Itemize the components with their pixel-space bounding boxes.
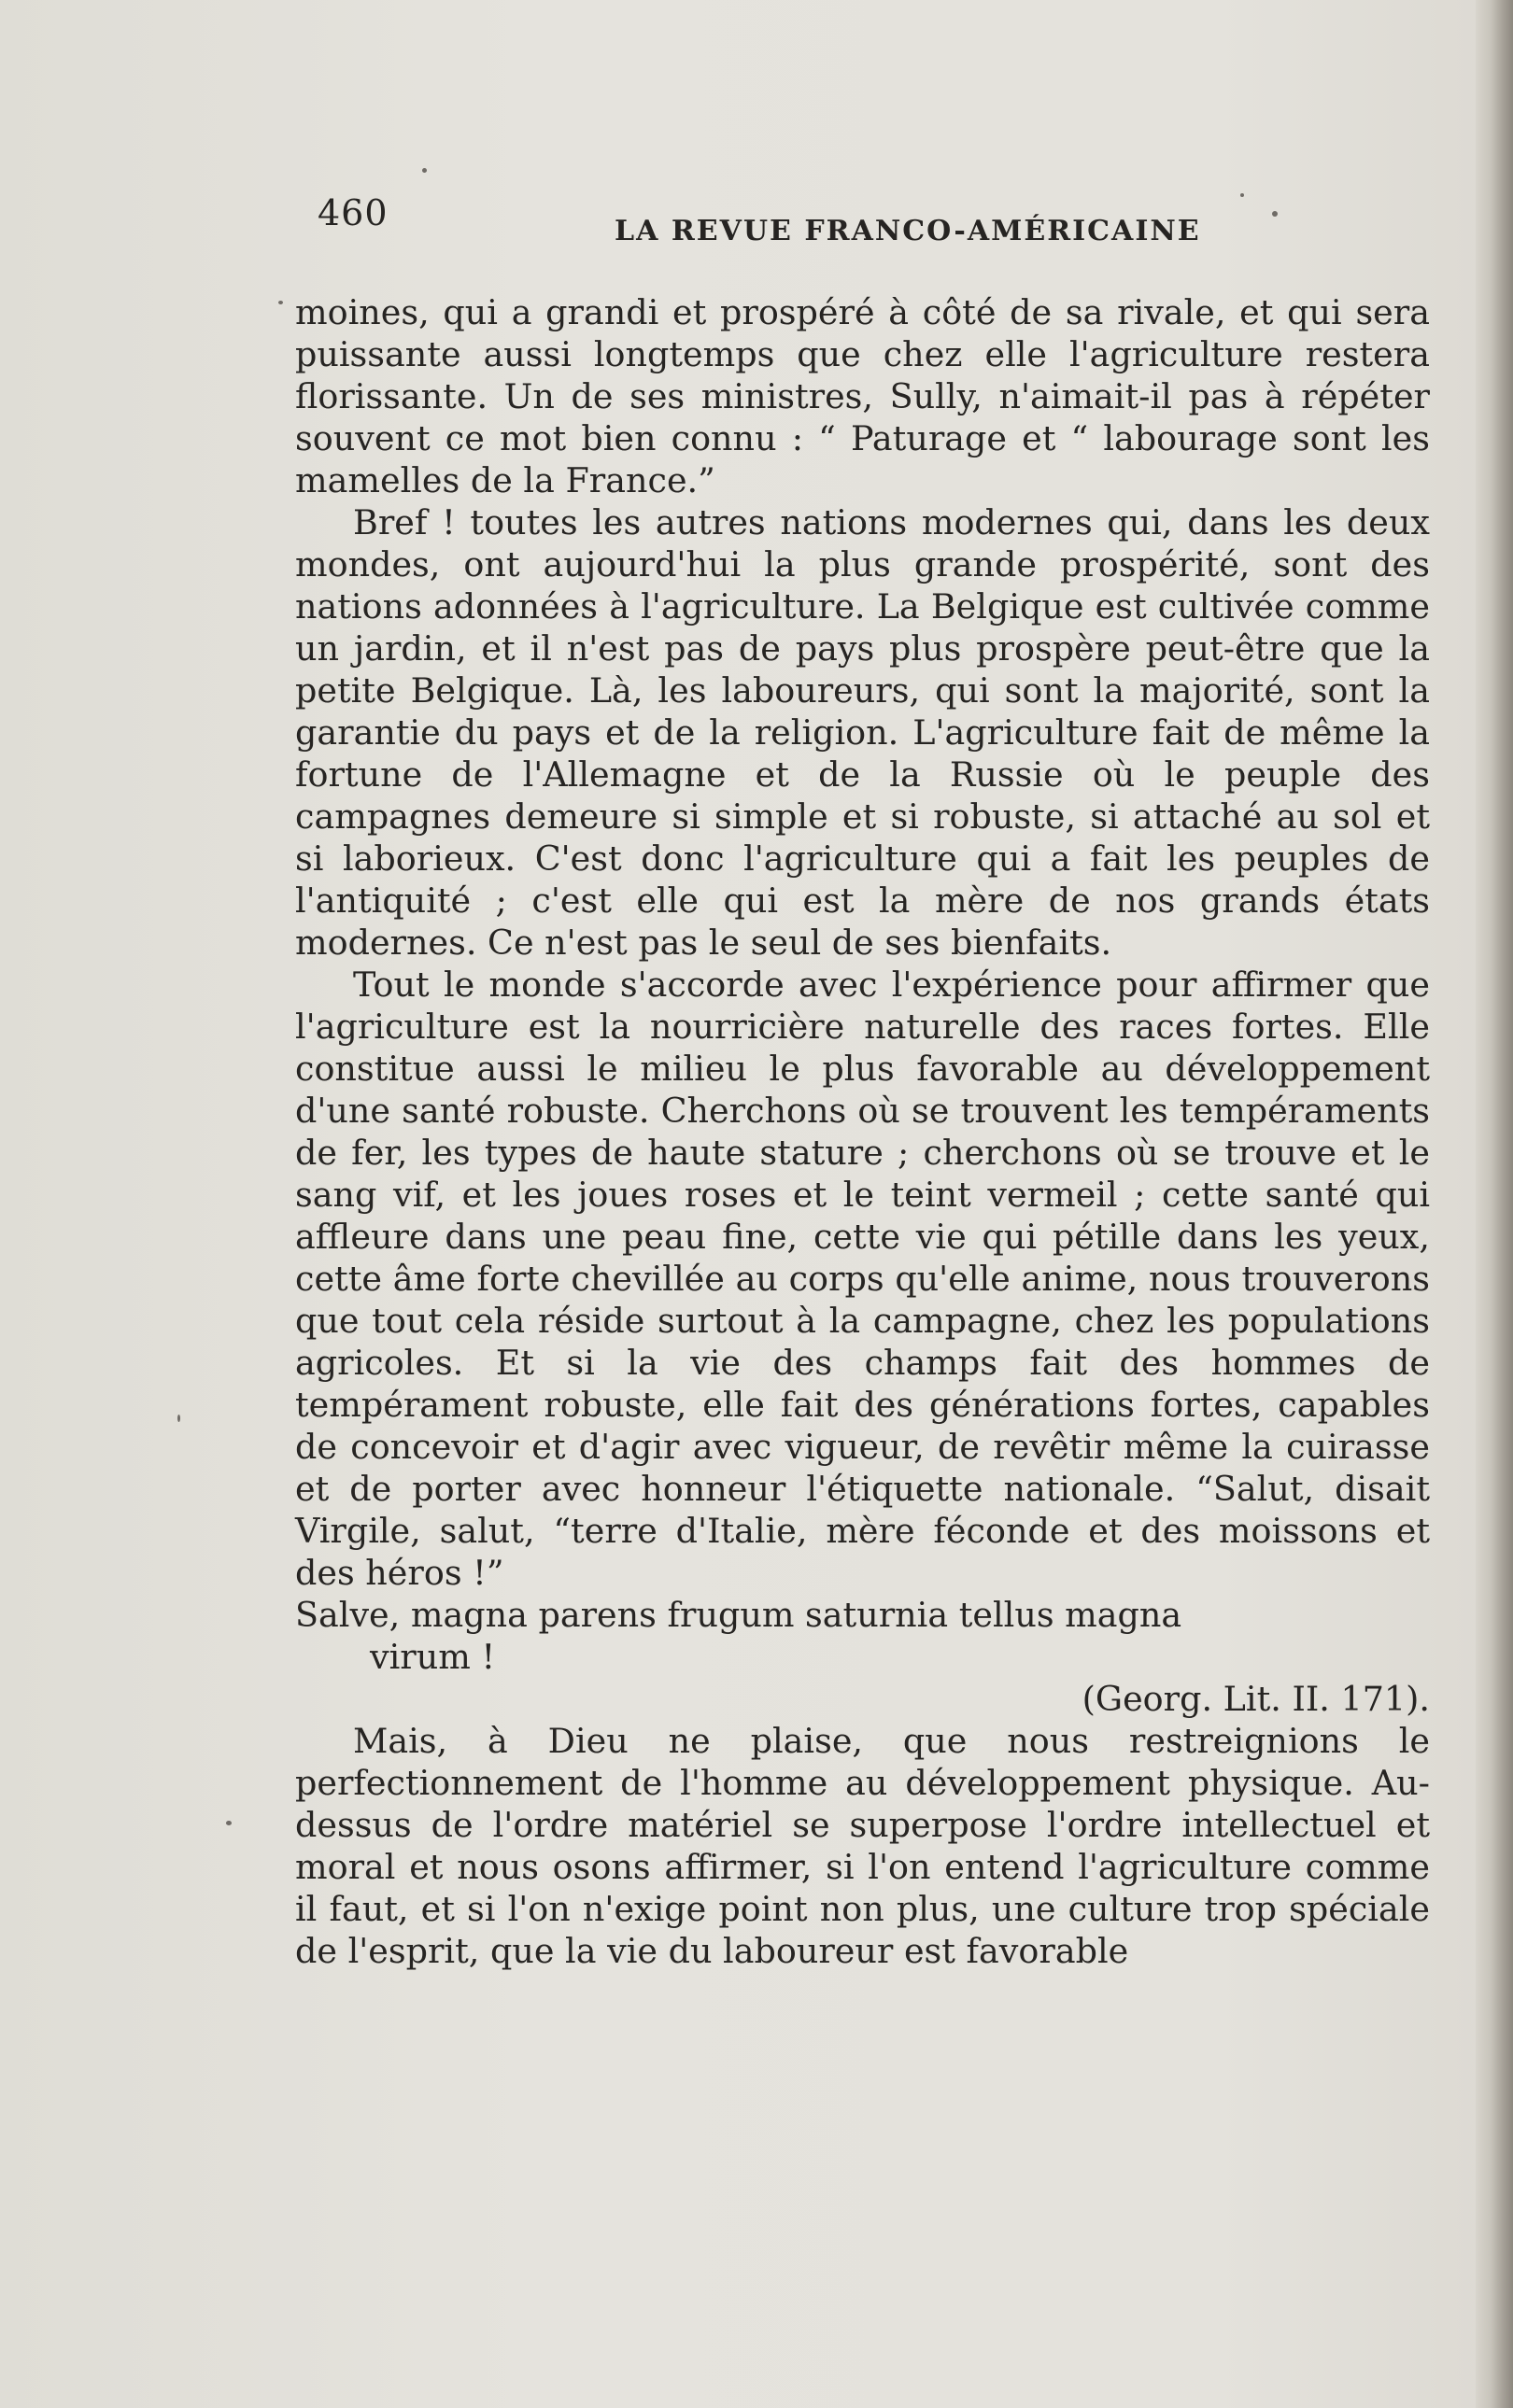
body-text [295,291,1430,1972]
book-spine-shadow [1476,0,1513,2408]
speck [226,1821,232,1825]
paragraph-3: Tout le monde s'accorde avec l'expérience pour affirmer que l'agriculture est la nourricière naturelle des races fortes. Elle constitue aussi le milieu le plus favorable au développement d'une santé robuste. Cherchons où se trouvent les tempéraments de fer, les types de haute stature ; cherchons où se trouve et le sang vif, et les joues roses et le teint vermeil ; cette santé qui affleure dans une peau fine, cette vie qui pétille dans les yeux, cette âme forte chevillée au corps qu'elle anime, nous trouverons que tout cela réside surtout à la campagne, chez les populations agricoles. Et si la vie des champs fait des hommes de tempérament robuste, elle fait des générations fortes, capables de concevoir et d'agir avec vigueur, de revêtir même la cuirasse et de porter avec honneur l'étiquette nationale. “Salut, disait Virgile, salut, “terre d'Italie, mère féconde et des moissons et des héros !” [295,965,1430,1593]
running-head [316,192,1427,248]
speck [177,1415,180,1422]
paragraph-2: Bref ! toutes les autres nations modernes qui, dans les deux mondes, ont aujourd'hui la plus grande prospérité, sont des nations adonnées à l'agriculture. La Belgique est cultivée comme un jardin, et il n'est pas de pays plus prospère peut-être que la petite Belgique. Là, les laboureurs, qui sont la majorité, sont la garantie du pays et de la religion. L'agriculture fait de même la fortune de l'Allemagne et de la Russie où le peuple des campagnes demeure si simple et si robuste, si attaché au sol et si laborieux. C'est donc l'agriculture qui a fait les peuples de l'antiquité ; c'est elle qui est la mère de nos grands états modernes. Ce n'est pas le seul de ses bienfaits. [295,502,1430,963]
citation: (Georg. Lit. II. 171). [1082,1679,1430,1719]
speck [278,301,283,304]
speck [422,168,427,173]
paragraph-1: moines, qui a grandi et prospéré à côté de sa rivale, et qui sera puissante aussi longtemps que chez elle l'agriculture restera florissante. Un de ses ministres, Sully, n'aimait-il pas à répéter souvent ce mot bien connu : “ Paturage et “ labourage sont les mamelles de la France.” [295,292,1430,500]
latin-quote-line-2: virum ! [370,1637,496,1677]
page-number: 460 [318,192,389,233]
paragraph-4: Mais, à Dieu ne plaise, que nous restreignions le perfectionnement de l'homme au développement physique. Au-dessus de l'ordre matériel se superpose l'ordre intellectuel et moral et nous osons affirmer, si l'on entend l'agriculture comme il faut, et si l'on n'exige point non plus, une culture trop spéciale de l'esprit, que la vie du laboureur est favorable [295,1721,1430,1971]
latin-quote [295,1594,1430,1678]
journal-title: LA REVUE FRANCO-AMÉRICAINE [615,215,1201,247]
latin-quote-line-1: Salve, magna parens frugum saturnia tellus magna [295,1595,1182,1635]
